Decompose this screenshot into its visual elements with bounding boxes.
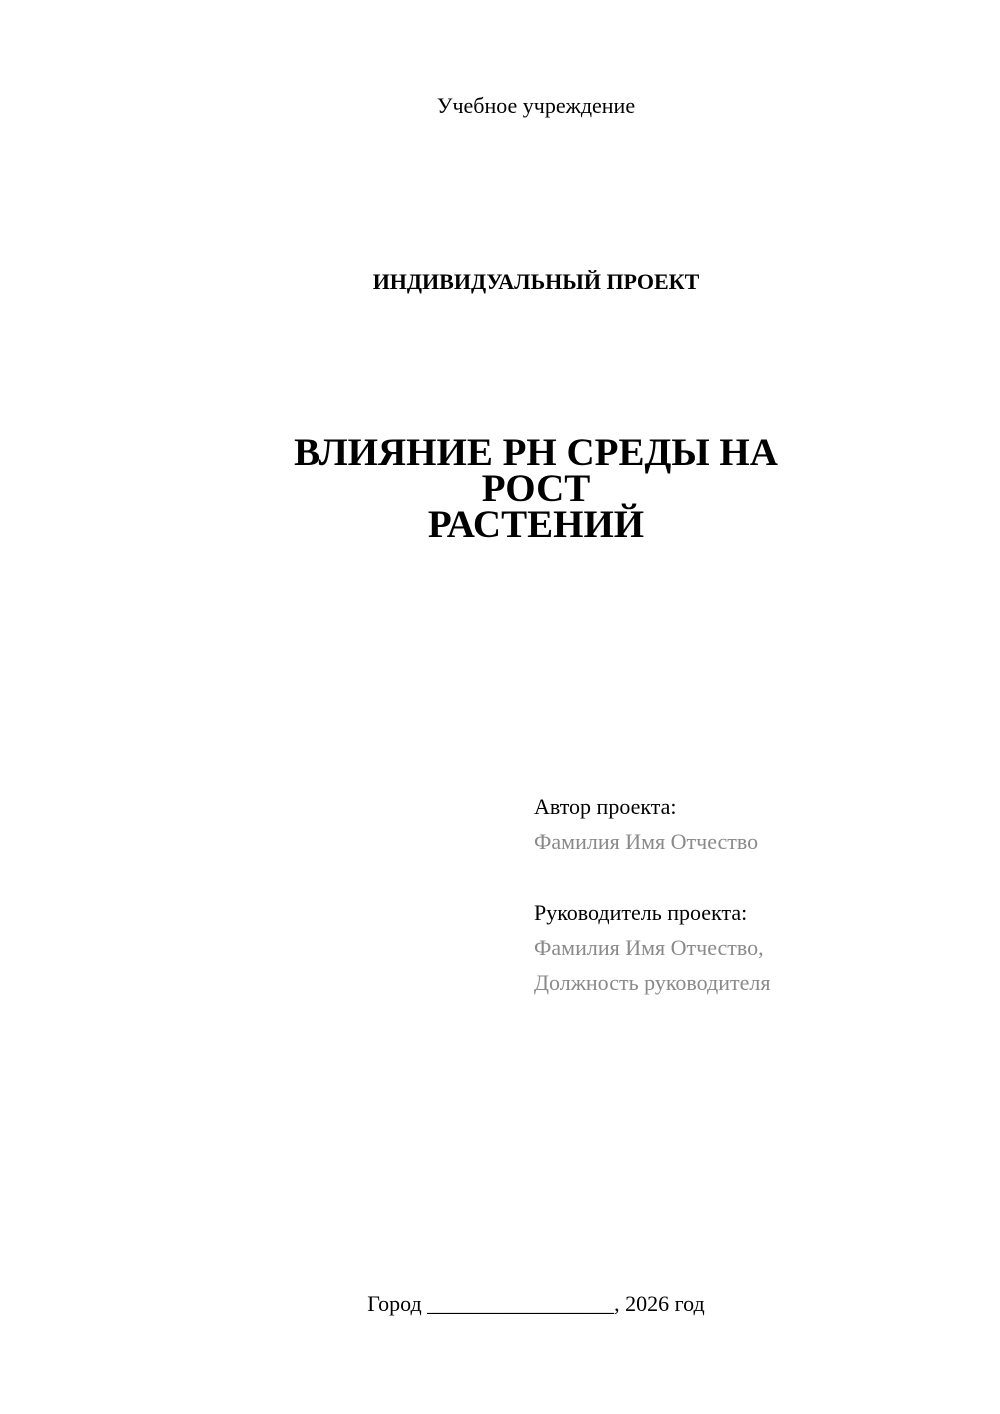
city-year-line: Город _________________, 2026 год — [367, 1291, 705, 1316]
institution-name: Учебное учреждение — [436, 93, 636, 118]
project-title-line-1: ВЛИЯНИЕ РН СРЕДЫ НА РОСТ — [294, 431, 778, 510]
supervisor-label: Руководитель проекта: — [534, 900, 748, 925]
info-spacer — [534, 859, 974, 895]
document-type: ИНДИВИДУАЛЬНЫЙ ПРОЕКТ — [372, 269, 700, 294]
supervisor-position: Должность руководителя — [534, 970, 771, 995]
author-label: Автор проекта: — [534, 794, 677, 819]
supervisor-name: Фамилия Имя Отчество, — [534, 935, 764, 960]
author-name: Фамилия Имя Отчество — [534, 829, 759, 854]
project-info-block — [534, 789, 974, 1000]
project-title-line-2: РАСТЕНИЙ — [427, 503, 645, 546]
project-title — [236, 431, 836, 546]
